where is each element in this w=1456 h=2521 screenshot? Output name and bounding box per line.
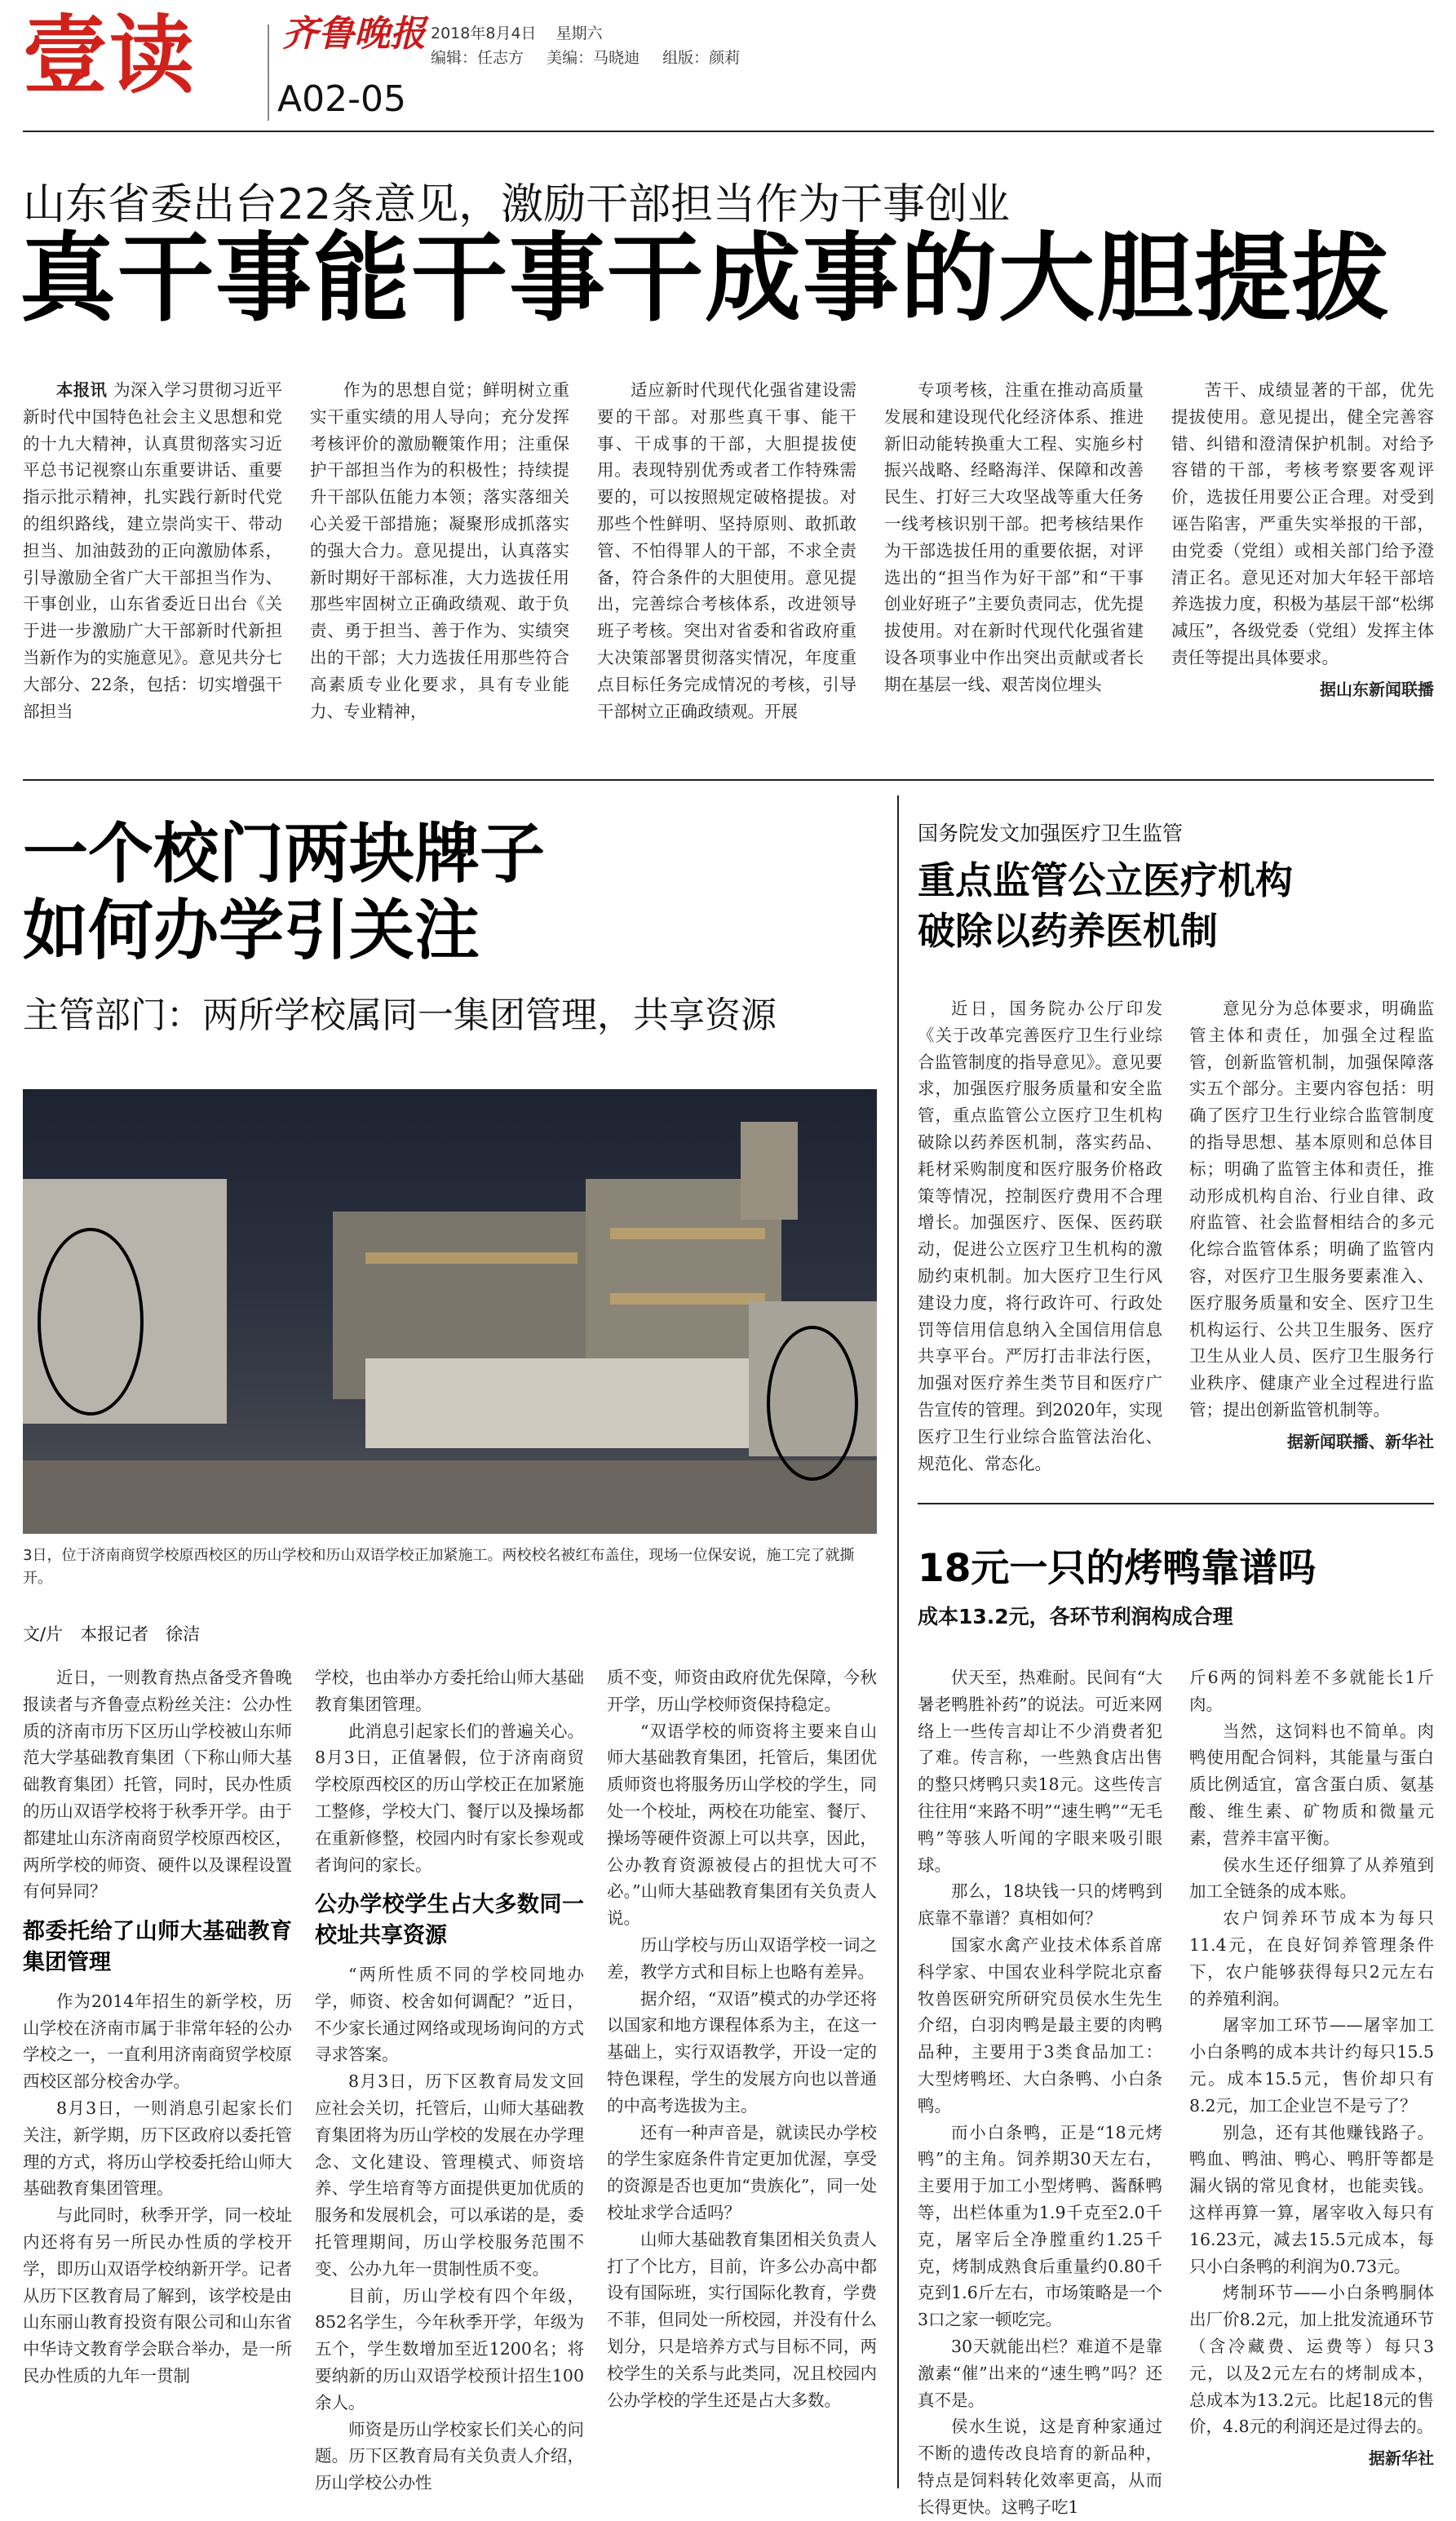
paragraph: 8月3日，一则消息引起家长们关注，新学期，历下区政府以委托管理的方式，将历山学校委托给山师大基础教育集团管理。	[23, 2098, 292, 2199]
paper-logo: 齐鲁晚报	[282, 13, 426, 55]
lead-column-1	[23, 377, 282, 760]
paragraph: 烤制环节——小白条鸭胴体出厂价8.2元，加上批发流通环节（含冷藏费、运费等）每只3元，以及2元左右的烤制成本，总成本为13.2元。比起18元的售价，4.8元的利润还是过得去的。	[1189, 2283, 1434, 2437]
lead-col2-text: 作为的思想自觉；鲜明树立重实干重实绩的用人导向；充分发挥考核评价的激励鞭策作用；注重保护干部担当作为的积极性；持续提升干部队伍能力本领；落实落细关心关爱干部措施；凝聚形成抓落实的强大合力。意见提出，认真落实新时期好干部标准，大力选拔任用那些牢固树立正确政绩观、敢于负责、勇于担当、善于作为、实绩突出的干部；大力选拔任用那些符合高素质专业化要求，具有专业能力、专业精神，	[310, 380, 569, 721]
paragraph: 8月3日，历下区教育局发文回应社会关切，托管后，山师大基础教育集团将为历山学校的发展在办学理念、文化建设、管理模式、师资培养、学生培育等方面提供更加优质的服务和发展机会，可以承诺的是，委托管理期间，历山学校服务范围不变、公办九年一贯制性质不变。	[315, 2071, 584, 2279]
masthead-divider	[268, 24, 269, 121]
medical-kicker: 国务院发文加强医疗卫生监管	[918, 822, 1184, 845]
duck-column-2	[1189, 1664, 1434, 2488]
paragraph: 侯水生还仔细算了从养殖到加工全链条的成本账。	[1189, 1854, 1434, 1902]
paragraph: 伏天至，热难耐。民间有“大暑老鸭胜补药”的说法。可近来网络上一些传言却让不少消费者犯了难。传言称，一些熟食店出售的整只烤鸭只卖18元。这些传言往往用“来路不明”“速生鸭”“无毛鸭”等骇人听闻的字眼来吸引眼球。	[918, 1668, 1162, 1875]
school-subheadline: 主管部门：两所学校属同一集团管理，共享资源	[23, 995, 777, 1036]
paragraph: 质不变，师资由政府优先保障，今秋开学，历山学校师资保持稳定。	[607, 1668, 877, 1714]
school-byline: 文/片 本报记者 徐洁	[23, 1624, 201, 1644]
school-subhead-1: 都委托给了山师大基础教育集团管理	[23, 1919, 292, 1975]
section-divider	[23, 779, 1434, 781]
duck-subheadline: 成本13.2元，各环节利润构成合理	[918, 1605, 1233, 1628]
paragraph: 侯水生说，这是育种家通过不断的遗传改良培育的新品种，特点是饲料转化效率更高，从而长得更快。这鸭子吃1	[918, 2417, 1162, 2517]
medical-headline-line-2: 破除以药养医机制	[918, 909, 1218, 954]
lead-source: 据山东新闻联播	[1320, 679, 1434, 699]
issue-date: 2018年8月4日	[431, 24, 537, 42]
lead-col1-text: 为深入学习贯彻习近平新时代中国特色社会主义思想和党的十九大精神，认真贯彻落实习近平总书记视察山东重要讲话、重要指示批示精神，扎实践行新时代党的组织路线，建立崇尚实干、带动担当、加油鼓劲的正向激励体系，引导激励全省广大干部担当作为、干事创业，山东省委近日出台《关于进一步激励广大干部新时代新担当新作为的实施意见》。意见共分七大部分、22条，包括：切实增强干部担当	[23, 380, 282, 721]
medical-headline-line-1: 重点监管公立医疗机构	[918, 858, 1293, 902]
school-article-body	[23, 1664, 877, 2493]
paragraph: “双语学校的师资将主要来自山师大基础教育集团，托管后，集团优质师资也将服务历山学校的学生，同处一个校址，两校在功能室、餐厅、操场等硬件资源上可以共享，因此，公办教育资源被侵占的担忧大可不必。”山师大基础教育集团有关负责人说。	[607, 1721, 877, 1929]
school-column-2	[315, 1664, 584, 2493]
paragraph: 作为2014年招生的新学校，历山学校在济南市属于非常年轻的公办学校之一，一直利用济南商贸学校原西校区部分校舍办学。	[23, 1991, 292, 2092]
masthead	[23, 6, 1434, 132]
photo-tower	[741, 1122, 798, 1220]
paragraph: 与此同时，秋季开学，同一校址内还将有另一所民办性质的学校开学，即历山双语学校纳新开学。记者从历下区教育局了解到，该学校是由山东丽山教育投资有限公司和山东省中华诗文教育学会联合举办，是一所民办性质的九年一贯制	[23, 2205, 292, 2386]
duck-column-1	[918, 1664, 1162, 2517]
paragraph: “两所性质不同的学校同地办学，师资、校舍如何调配？”近日，不少家长通过网络或现场询问的方式寻求答案。	[315, 1964, 584, 2065]
school-column-1	[23, 1664, 292, 2488]
medical-headline	[918, 855, 1293, 956]
paragraph: 历山学校与历山双语学校一词之差，教学方式和目标上也略有差异。	[607, 1934, 877, 1982]
issue-date-line	[431, 21, 617, 43]
lead-column-3	[597, 377, 856, 760]
highlight-ellipse-left	[38, 1228, 144, 1416]
photo-window-row	[610, 1228, 765, 1239]
lead-kicker: 山东省委出台22条意见，激励干部担当作为干事创业	[23, 180, 1011, 229]
school-gate-photo	[23, 1089, 877, 1534]
page-code: A02-05	[277, 78, 406, 120]
photo-ground	[23, 1460, 877, 1534]
lead-column-2	[310, 377, 569, 760]
duck-article-body	[918, 1664, 1434, 2517]
paragraph: 而小白条鸭，正是“18元烤鸭”的主角。饲养期30天左右，主要用于加工小型烤鸭、酱酥鸭等，出栏体重为1.9千克至2.0千克，屠宰后全净膛重约1.25千克，烤制成熟食后重量约0.80千克到1.6斤左右，市场策略是一个3口之家一顿吃完。	[918, 2122, 1162, 2330]
paragraph: 30天就能出栏？难道不是靠激素“催”出来的“速生鸭”吗？还真不是。	[918, 2336, 1162, 2410]
paragraph: 别急，还有其他赚钱路子。鸭血、鸭油、鸭心、鸭肝等都是漏火锅的常见食材，也能卖钱。这样再算一算，屠宰收入每只有16.23元，减去15.5元成本，每只小白条鸭的利润为0.73元。	[1189, 2122, 1434, 2276]
paragraph: 屠宰加工环节——屠宰加工小白条鸭的成本共计约每只15.5元。成本15.5元，售价却只有8.2元，加工企业岂不是亏了？	[1189, 2015, 1434, 2116]
section-name: 壹读	[23, 6, 197, 105]
paragraph: 据介绍，“双语”模式的办学还将以国家和地方课程体系为主，在这一基础上，实行双语教学，开设一定的特色课程，学生的发展方向也以普通的中高考选拔为主。	[607, 1988, 877, 2116]
paragraph: 近日，国务院办公厅印发《关于改革完善医疗卫生行业综合监管制度的指导意见》。意见要求，加强医疗服务质量和安全监管，重点监管公立医疗卫生机构破除以药养医机制，落实药品、耗材采购制度和医疗服务价格政策等情况，控制医疗费用不合理增长。加强医疗、医保、医药联动，促进公立医疗卫生机构的激励约束机制。加大医疗卫生行风建设力度，将行政许可、行政处罚等信用信息纳入全国信用信息共享平台。严厉打击非法行医，加强对医疗养生类节目和医疗广告宣传的管理。到2020年，实现医疗卫生行业综合监管法治化、规范化、常态化。	[918, 999, 1162, 1473]
school-headline-line-2: 如何办学引关注	[23, 893, 480, 969]
school-headline-line-1: 一个校门两块牌子	[23, 816, 545, 892]
editor-credit: 编辑：任志方	[431, 49, 524, 67]
lead-column-5	[1171, 377, 1434, 760]
lead-article-body	[23, 377, 1434, 760]
editor-credits	[431, 46, 758, 68]
paragraph: 目前，历山学校有四个年级，852名学生，今年秋季开学，年级为五个，学生数增加至近1200名；将要纳新的历山双语学校预计招生100余人。	[315, 2285, 584, 2412]
section-divider	[918, 1503, 1434, 1504]
highlight-ellipse-right	[767, 1326, 858, 1481]
layout-credit: 组版：颜莉	[662, 49, 741, 67]
lead-col3-text: 适应新时代现代化强省建设需要的干部。对那些真干事、能干事、干成事的干部，大胆提拔使用。表现特别优秀或者工作特殊需要的，可以按照规定破格提拔。对那些个性鲜明、坚持原则、敢抓敢管、不怕得罪人的干部，不求全责备，符合条件的大胆使用。意见提出，完善综合考核体系，改进领导班子考核。突出对省委和省政府重大决策部署贯彻落实情况，年度重点目标任务完成情况的考核，引导干部树立正确政绩观。开展	[597, 380, 856, 721]
duck-headline: 18元一只的烤鸭靠谱吗	[918, 1546, 1317, 1591]
medical-column-2	[1189, 995, 1434, 1451]
photo-window-row	[610, 1293, 765, 1305]
lead-column-4	[884, 377, 1144, 760]
medical-article-body	[918, 995, 1434, 1473]
paragraph: 斤6两的饲料差不多就能长1斤肉。	[1189, 1668, 1434, 1714]
lead-col4-text: 专项考核，注重在推动高质量发展和建设现代化经济体系、推进新旧动能转换重大工程、实施乡村振兴战略、经略海洋、保障和改善民生、打好三大攻坚战等重大任务一线考核识别干部。把考核结果作为干部选拔任用的重要依据，对评选出的“担当作为好干部”和“干事创业好班子”主要负责同志，优先提拔使用。对在新时代现代化强省建设各项事业中作出突出贡献或者长期在基层一线、艰苦岗位埋头	[884, 380, 1144, 694]
photo-caption: 3日，位于济南商贸学校原西校区的历山学校和历山双语学校正加紧施工。两校校名被红布盖住，现场一位保安说，施工完了就撕开。	[23, 1547, 855, 1587]
paragraph: 还有一种声音是，就读民办学校的学生家庭条件肯定更加优渥，享受的资源是否也更加“贵族化”，同一处校址求学合适吗？	[607, 2122, 877, 2222]
paragraph: 那么，18块钱一只的烤鸭到底靠不靠谱？真相如何？	[918, 1881, 1162, 1929]
lead-byline: 本报讯	[56, 380, 108, 400]
paragraph: 近日，一则教育热点备受齐鲁晚报读者与齐鲁壹点粉丝关注：公办性质的济南市历下区历山学校被山东师范大学基础教育集团（下称山师大基础教育集团）托管，同时，民办性质的历山双语学校将于秋季开学。由于都建址山东济南商贸学校原西校区，两所学校的师资、硬件以及课程设置有何异同？	[23, 1668, 292, 1902]
lead-headline: 真干事能干事干成事的大胆提拔	[20, 222, 1391, 335]
lead-col5-text: 苦干、成绩显著的干部，优先提拔使用。意见提出，健全完善容错、纠错和澄清保护机制。对给予容错的干部，考核考察要客观评价，选拔任用要公正合理。对受到诬告陷害，严重失实举报的干部，由党委（党组）或相关部门给予澄清正名。意见还对加大年轻干部培养选拔力度，积极为基层干部“松绑减压”，各级党委（党组）发挥主体责任等提出具体要求。	[1171, 380, 1434, 667]
medical-source: 据新闻联播、新华社	[1287, 1431, 1434, 1451]
paragraph: 国家水禽产业技术体系首席科学家、中国农业科学院北京畜牧兽医研究所研究员侯水生先生介绍，白羽肉鸭是最主要的肉鸭品种，主要用于3类食品加工：大型烤鸭坯、大白条鸭、小白条鸭。	[918, 1934, 1162, 2116]
paragraph: 师资是历山学校家长们关心的问题。历下区教育局有关负责人介绍，历山学校公办性	[315, 2419, 584, 2493]
duck-source: 据新华社	[1369, 2448, 1434, 2469]
paragraph: 此消息引起家长们的普遍关心。8月3日，正值暑假，位于济南商贸学校原西校区的历山学校正在加紧施工整修，学校大门、餐厅以及操场都在重新修整，校园内时有家长参观或者询问的家长。	[315, 1721, 584, 1875]
paragraph: 山师大基础教育集团相关负责人打了个比方，目前，许多公办高中都设有国际班，实行国际化教育，学费不菲，但同处一所校园，并没有什么划分，只是培养方式与目标不同，两校学生的关系与此类同，况且校园内公办学校的学生还是占大多数。	[607, 2229, 877, 2410]
photo-window-row	[365, 1252, 578, 1264]
school-subhead-2: 公办学校学生占大多数同一校址共享资源	[315, 1892, 584, 1949]
issue-weekday: 星期六	[555, 24, 603, 42]
paragraph: 意见分为总体要求，明确监管主体和责任，加强全过程监管，创新监管机制，加强保障落实五个部分。主要内容包括：明确了医疗卫生行业综合监管制度的指导思想、基本原则和总体目标；明确了监管主体和责任，推动形成机构自治、行业自律、政府监管、社会监督相结合的多元化综合监管体系；明确了监管内容，对医疗卫生服务要素准入、医疗服务质量和安全、医疗卫生机构运行、公共卫生服务、医疗卫生从业人员、医疗卫生服务行业秩序、健康产业全过程进行监管；提出创新监管机制等。	[1189, 999, 1434, 1420]
art-credit: 美编：马晓迪	[547, 49, 640, 67]
column-rule	[897, 795, 899, 2488]
paragraph: 当然，这饲料也不简单。肉鸭使用配合饲料，其能量与蛋白质比例适宜，富含蛋白质、氨基酸、维生素、矿物质和微量元素，营养丰富平衡。	[1189, 1721, 1434, 1848]
medical-column-1	[918, 995, 1162, 1473]
school-column-3	[607, 1664, 877, 2488]
school-headline	[23, 816, 545, 970]
paragraph: 学校，也由举办方委托给山师大基础教育集团管理。	[315, 1668, 584, 1714]
paragraph: 农户饲养环节成本为每只11.4元，在良好饲养管理条件下，农户能够获得每只2元左右的养殖利润。	[1189, 1908, 1434, 2009]
